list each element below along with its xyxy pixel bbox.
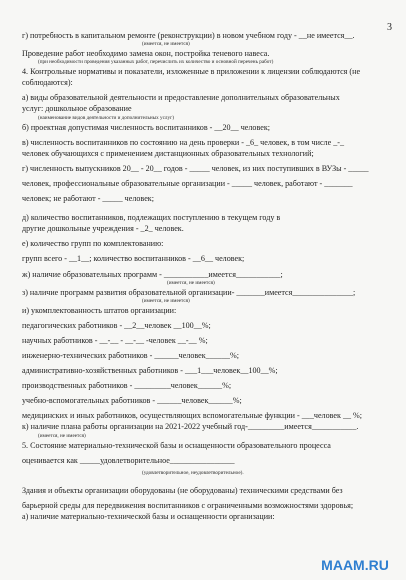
line-repair-need: г) потребность в капитальном ремонте (реконструкции) в новом учебном году - __не имеется__.	[22, 31, 355, 40]
line-groups-total: групп всего - __1__; количество воспитанников - __6__ человек;	[22, 254, 245, 264]
watermark-text: MAAM.RU	[321, 557, 389, 573]
hint-edu-programs: (имеется, не имеется)	[167, 279, 215, 286]
line-section-4-cont: соблюдаются):	[22, 78, 73, 88]
line-transfer: д) количество воспитанников, подлежащих поступлению в текущем году в	[22, 213, 281, 223]
hint-dev-programs: (имеется, не имеется)	[142, 297, 190, 304]
line-work-plan: к) наличие плана работы организации на 2021-2022 учебный год-_________имеется___________.	[22, 422, 359, 432]
line-groups-header: е) количество групп по комплектованию:	[22, 239, 164, 249]
line-edu-programs: ж) наличие образовательных программ - ___________имеется___________;	[22, 269, 283, 279]
line-pupil-count: в) численность воспитанников по состоянию на день проверки - _6_ человек, в том числе _-_	[22, 137, 344, 147]
hint-works-list: (при необходимости проведения указанных работ, перечислить их количество и основной перечень работ)	[38, 59, 274, 66]
line-admin: административно-хозяйственных работников - ___1___человек__100__%;	[22, 366, 278, 376]
line-medical: медицинских и иных работников, осуществляющих вспомогательные функции - ___человек __ %;	[22, 411, 363, 421]
line-graduates-2: человек, профессиональные образовательные организации - _____ человек, работают - _______	[22, 178, 353, 188]
line-teachers: педагогических работников - __2__человек __100__%;	[22, 320, 211, 330]
line-buildings: Здания и объекты организации оборудованы (не оборудованы) техническими средствами без	[22, 485, 343, 495]
line-services: услуг: дошкольное образование	[22, 104, 132, 114]
line-barrier-free: барьерной среды для передвижения воспитанников с ограниченными возможностями здоровья;	[22, 500, 354, 510]
line-activity-types: а) виды образовательной деятельности и предоставление дополнительных образовательных	[22, 93, 340, 103]
line-material-base: а) наличие материально-технической базы и оснащенности организации:	[22, 511, 275, 521]
page-number: 3	[387, 22, 392, 33]
line-graduates: г) численность выпускников 20__ - 20__ годов - _____ человек, из них поступивших в ВУЗы - _____	[22, 163, 369, 173]
line-production: производственных работников - _________человек______%;	[22, 381, 232, 391]
line-transfer-2: другие дошкольные учреждения - _2_ человек.	[22, 224, 184, 234]
hint-assessment: (удовлетворительное, неудовлетворительное).	[142, 469, 244, 476]
line-section-4: 4. Контрольные нормативы и показатели, изложенные в приложении к лицензии соблюдаются (не	[22, 67, 361, 77]
line-scientists: научных работников - __-__ - __-__ -человек __-__ %;	[22, 335, 208, 345]
document-body	[22, 30, 390, 522]
line-engineers: инженерно-технических работников - ______человек______%;	[22, 350, 239, 360]
maam-logo	[314, 556, 396, 574]
line-works-needed: Проведение работ необходимо замена окон, постройка теневого навеса.	[22, 49, 270, 59]
hint-activity-names: (наименование видов деятельности и дополнительных услуг)	[38, 114, 174, 121]
hint-has-not: (имеется, не имеется)	[142, 41, 190, 48]
line-section-5: 5. Состояние материально-технической базы и оснащенности образовательного процесса	[22, 440, 331, 450]
line-graduates-3: человек; не работают - _____ человек;	[22, 194, 154, 204]
line-dev-programs: з) наличие программ развития образовательной организации- _______имеется_______________;	[22, 287, 356, 297]
line-staffing: и) укомплектованность штатов организации:	[22, 305, 177, 315]
line-capacity: б) проектная допустимая численность воспитанников - __20__ человек;	[22, 122, 271, 132]
line-distance-learning: человек обучающихся с применением дистанционных образовательных технологий;	[22, 148, 314, 158]
line-support-staff: учебно-вспомогательных работников - ______человек______%;	[22, 396, 242, 406]
line-assessment: оценивается как _____удовлетворительное________________	[22, 455, 235, 465]
hint-work-plan: (имеется, не имеется)	[38, 432, 86, 439]
